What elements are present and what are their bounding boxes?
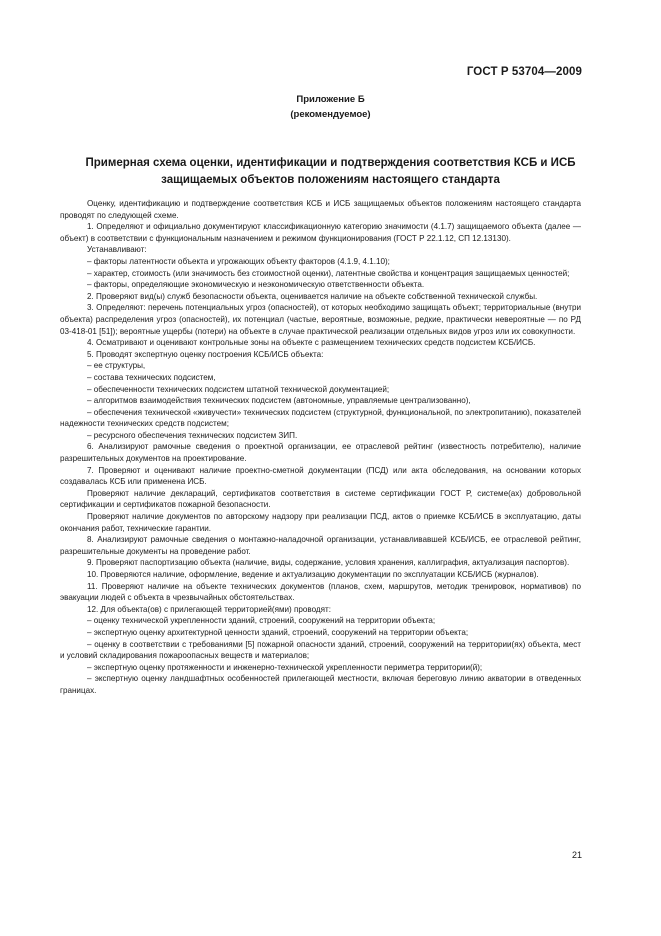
list-item: – оценку в соответствии с требованиями [5] пожарной опасности зданий, строений, сооружений на территории(ях) объекта, мест и условий складирования пожароопасных веществ и материалов; bbox=[60, 639, 581, 661]
list-item: – факторы латентности объекта и угрожающих объекту факторов (4.1.9, 4.1.10); bbox=[87, 256, 390, 266]
paragraph: 6. Анализируют рамочные сведения о проектной организации, ее отраслевой рейтинг (известность потребителю), наличие разрешительных документов на проектирование. bbox=[60, 442, 581, 464]
list-item: – оценку технической укрепленности зданий, строений, сооружений на территории объекта; bbox=[87, 616, 436, 626]
list-item: – состава технических подсистем, bbox=[87, 372, 216, 382]
list-item: – экспертную оценку архитектурной ценности зданий, строений, сооружений на территории объекта; bbox=[87, 627, 469, 637]
list-item: – характер, стоимость (или значимость без стоимостной оценки), латентные свойства и концентрация защищаемых ценностей; bbox=[87, 268, 570, 278]
list-item: – факторы, определяющие экономическую и неэкономическую ответственности объекта. bbox=[87, 280, 425, 290]
list-item: – экспертную оценку протяженности и инженерно-технической укрепленности периметра территории(й); bbox=[87, 662, 483, 672]
paragraph: Проверяют наличие деклараций, сертификатов соответствия в системе сертификации ГОСТ Р, системе(ах) добровольной сертификации и сертификатов пожарной безопасности. bbox=[60, 488, 581, 510]
section-title bbox=[60, 155, 601, 189]
paragraph: 11. Проверяют наличие на объекте технических документов (планов, схем, маршрутов, методик тренировок, нормативов) по эвакуации людей с объекта в чрезвычайных обстоятельствах. bbox=[60, 581, 581, 603]
paragraph: 2. Проверяют вид(ы) служб безопасности объекта, оценивается наличие на объекте собственной технической службы. bbox=[87, 291, 538, 301]
paragraph: 1. Определяют и официально документируют классификационную категорию значимости (4.1.7) защищаемого объекта (далее — объект) в соответствии с функциональным назначением и режимом функционирования (ГОСТ Р 22.1.12, СП 12.13130). bbox=[60, 222, 581, 243]
appendix-note: (рекомендуемое) bbox=[290, 109, 371, 120]
paragraph: 3. Определяют: перечень потенциальных угроз (опасностей), от которых необходимо защищать объект; территориальные (внутри объекта) распределения угроз (опасностей), их потенциал (частые, вероятные, возможные, редкие, практически невероятные — по РД 03-418-01 [51]); вероятные ущербы (потери) на объекте в случае практической реализации отдельных видов угроз или их совокупности. bbox=[60, 303, 581, 336]
paragraph: 4. Осматривают и оценивают контрольные зоны на объекте с размещением технических средств подсистем КСБ/ИСБ. bbox=[87, 338, 536, 348]
paragraph: 7. Проверяют и оценивают наличие проектно-сметной документации (ПСД) или акта обследования, на основании которых создавалась КСБ или применена ИСБ. bbox=[60, 465, 581, 487]
list-item: – обеспеченности технических подсистем штатной технической документацией; bbox=[87, 384, 390, 394]
paragraph: 9. Проверяют паспортизацию объекта (наличие, виды, содержание, условия хранения, каллиграфия, актуализация паспортов). bbox=[87, 558, 570, 568]
list-item: – ресурсного обеспечения технических подсистем ЗИП. bbox=[87, 430, 298, 440]
standard-id: ГОСТ Р 53704—2009 bbox=[466, 66, 582, 78]
page-number: 21 bbox=[571, 850, 582, 860]
paragraph: Проверяют наличие документов по авторскому надзору при реализации ПСД, актов о приемке КСБ/ИСБ в эксплуатацию, даты окончания работ, технические гарантии. bbox=[60, 512, 581, 533]
title-line-2: защищаемых объектов положениям настоящего стандарта bbox=[161, 174, 500, 186]
appendix-heading bbox=[0, 92, 661, 122]
appendix-label: Приложение Б bbox=[296, 94, 365, 105]
paragraph: 10. Проверяются наличие, оформление, ведение и актуализацию документации по эксплуатации КСБ/ИСБ (журналов). bbox=[87, 570, 539, 579]
list-item: – алгоритмов взаимодействия технических подсистем (автономные, управляемые централизованно), bbox=[87, 396, 471, 406]
paragraph: 12. Для объекта(ов) с прилегающей территорией(ями) проводят: bbox=[87, 604, 331, 614]
paragraph: Оценку, идентификацию и подтверждение соответствия КСБ и ИСБ защищаемых объектов положениям настоящего стандарта проводят по следующей схеме. bbox=[60, 199, 581, 220]
list-item: – обеспечения технической «живучести» технических подсистем (структурной, функциональной, по электропитанию), показателей надежности технических средств подсистем; bbox=[60, 407, 581, 429]
title-line-1: Примерная схема оценки, идентификации и подтверждения соответствия КСБ и ИСБ bbox=[85, 157, 576, 169]
list-item: – ее структуры, bbox=[87, 361, 146, 371]
paragraph: 8. Анализируют рамочные сведения о монтажно-наладочной организации, устанавливавшей КСБ/ИСБ, ее отраслевой рейтинг, разрешительные документы на проведение работ. bbox=[60, 535, 581, 556]
body-text bbox=[60, 198, 581, 697]
paragraph: Устанавливают: bbox=[87, 245, 147, 255]
paragraph: 5. Проводят экспертную оценку построения КСБ/ИСБ объекта: bbox=[87, 349, 324, 359]
list-item: – экспертную оценку ландшафтных особенностей прилегающей местности, включая береговую линию акватории в отведенных границах. bbox=[60, 674, 581, 695]
